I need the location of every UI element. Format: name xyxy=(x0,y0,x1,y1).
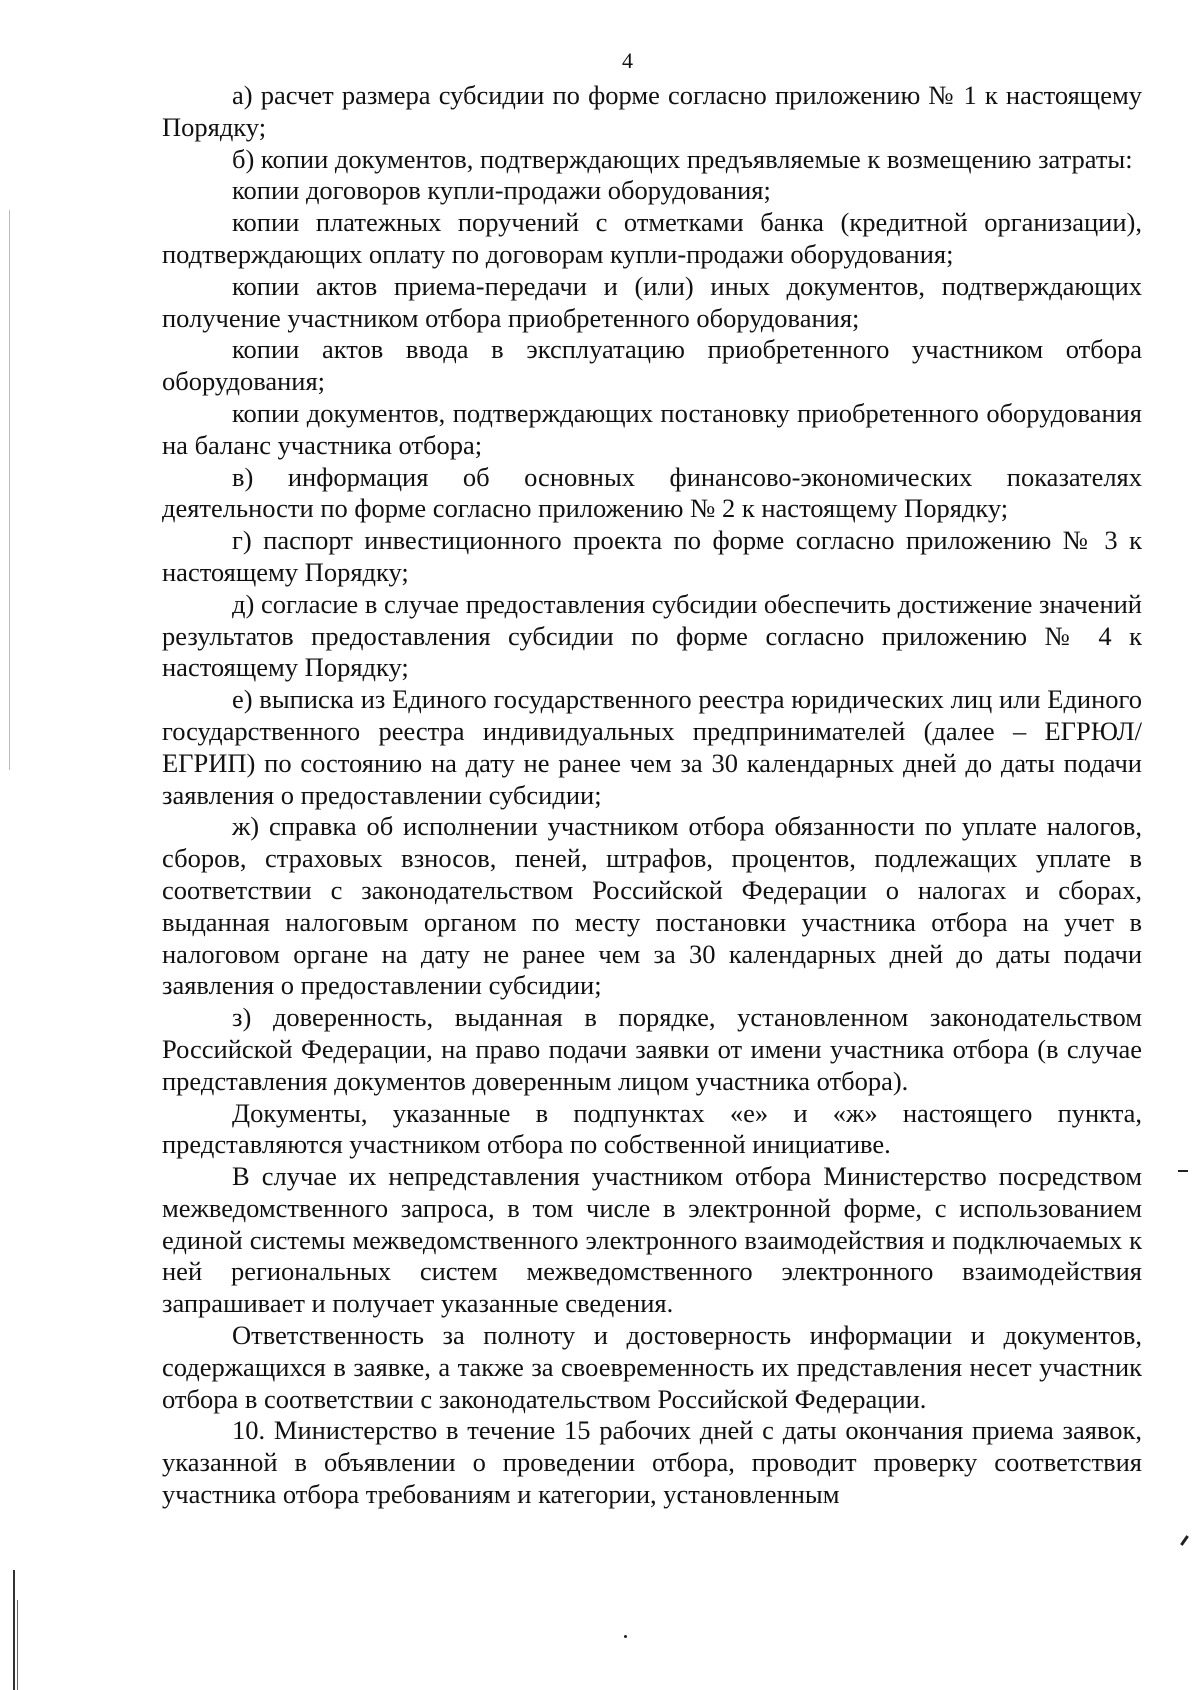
paragraph-item-v: в) информация об основных финансово-экономических показателях деятельности по форме согласно приложению № 2 к настоящему Порядку; xyxy=(162,461,1142,524)
paragraph-item-a: а) расчет размера субсидии по форме согласно приложению № 1 к настоящему Порядку; xyxy=(162,80,1142,142)
scan-edge-line xyxy=(17,1600,18,1690)
scan-dash-mark xyxy=(1178,1170,1188,1172)
paragraph-item-10: 10. Министерство в течение 15 рабочих дней с даты окончания приема заявок, указанной в объявлении о проведении отбора, проводит проверку соответствия участника отбора требованиям и категории, установленным xyxy=(162,1415,1142,1510)
paragraph-own-initiative: Документы, указанные в подпунктах «е» и «ж» настоящего пункта, представляются участником отбора по собственной инициативе. xyxy=(162,1097,1142,1160)
paragraph-item-g: г) паспорт инвестиционного проекта по форме согласно приложению № 3 к настоящему Порядку; xyxy=(162,525,1142,587)
paragraph-commissioning-acts: копии актов ввода в эксплуатацию приобретенного участником отбора оборудования; xyxy=(162,334,1142,397)
paragraph-responsibility: Ответственность за полноту и достоверность информации и документов, содержащихся в заявке, а также за своевременность их представления несет участник отбора в соответствии с законодательством Российской Федерации. xyxy=(162,1320,1142,1414)
paragraph-purchase-contracts: копии договоров купли-продажи оборудования; xyxy=(232,175,771,206)
scan-edge-line xyxy=(13,1570,15,1690)
paragraph-item-zh: ж) справка об исполнении участником отбора обязанности по уплате налогов, сборов, страховых взносов, пеней, штрафов, процентов, подлежащих уплате в соответствии с законодательством Российской Федерации о налогах и сборах, выданная налоговым органом по месту постановки участника отбора на учет в налоговом органе на дату не ранее чем за 30 календарных дней до даты подачи заявления о предоставлении субсидии; xyxy=(162,811,1142,1001)
document-body xyxy=(162,80,1142,1511)
scan-edge-line xyxy=(9,210,10,770)
scan-dot-mark xyxy=(624,1635,627,1638)
paragraph-item-e: е) выписка из Единого государственного реестра юридических лиц или Единого государственного реестра индивидуальных предпринимателей (далее – ЕГРЮЛ/ЕГРИП) по состоянию на дату не ранее чем за 30 календарных дней до даты подачи заявления о предоставлении субсидии; xyxy=(162,684,1142,810)
page-number: 4 xyxy=(622,48,633,73)
paragraph-item-b: б) копии документов, подтверждающих предъявляемые к возмещению затраты: xyxy=(232,143,1133,174)
scan-tick-mark xyxy=(1180,1535,1189,1546)
paragraph-item-d: д) согласие в случае предоставления субсидии обеспечить достижение значений результатов предоставления субсидии по форме согласно приложению № 4 к настоящему Порядку; xyxy=(162,588,1142,683)
paragraph-balance-documents: копии документов, подтверждающих постановку приобретенного оборудования на баланс участника отбора; xyxy=(162,397,1142,460)
paragraph-item-z: з) доверенность, выданная в порядке, установленном законодательством Российской Федерации, на право подачи заявки от имени участника отбора (в случае представления документов доверенным лицом участника отбора). xyxy=(162,1002,1142,1096)
paragraph-transfer-acts: копии актов приема-передачи и (или) иных документов, подтверждающих получение участником отбора приобретенного оборудования; xyxy=(162,270,1142,333)
paragraph-interagency-request: В случае их непредставления участником отбора Министерство посредством межведомственного запроса, в том числе в электронной форме, с использованием единой системы межведомственного электронного взаимодействия и подключаемых к ней региональных систем межведомственного электронного взаимодействия запрашивает и получает указанные сведения. xyxy=(162,1161,1142,1319)
paragraph-payment-orders: копии платежных поручений с отметками банка (кредитной организации), подтверждающих оплату по договорам купли-продажи оборудования; xyxy=(162,207,1142,269)
